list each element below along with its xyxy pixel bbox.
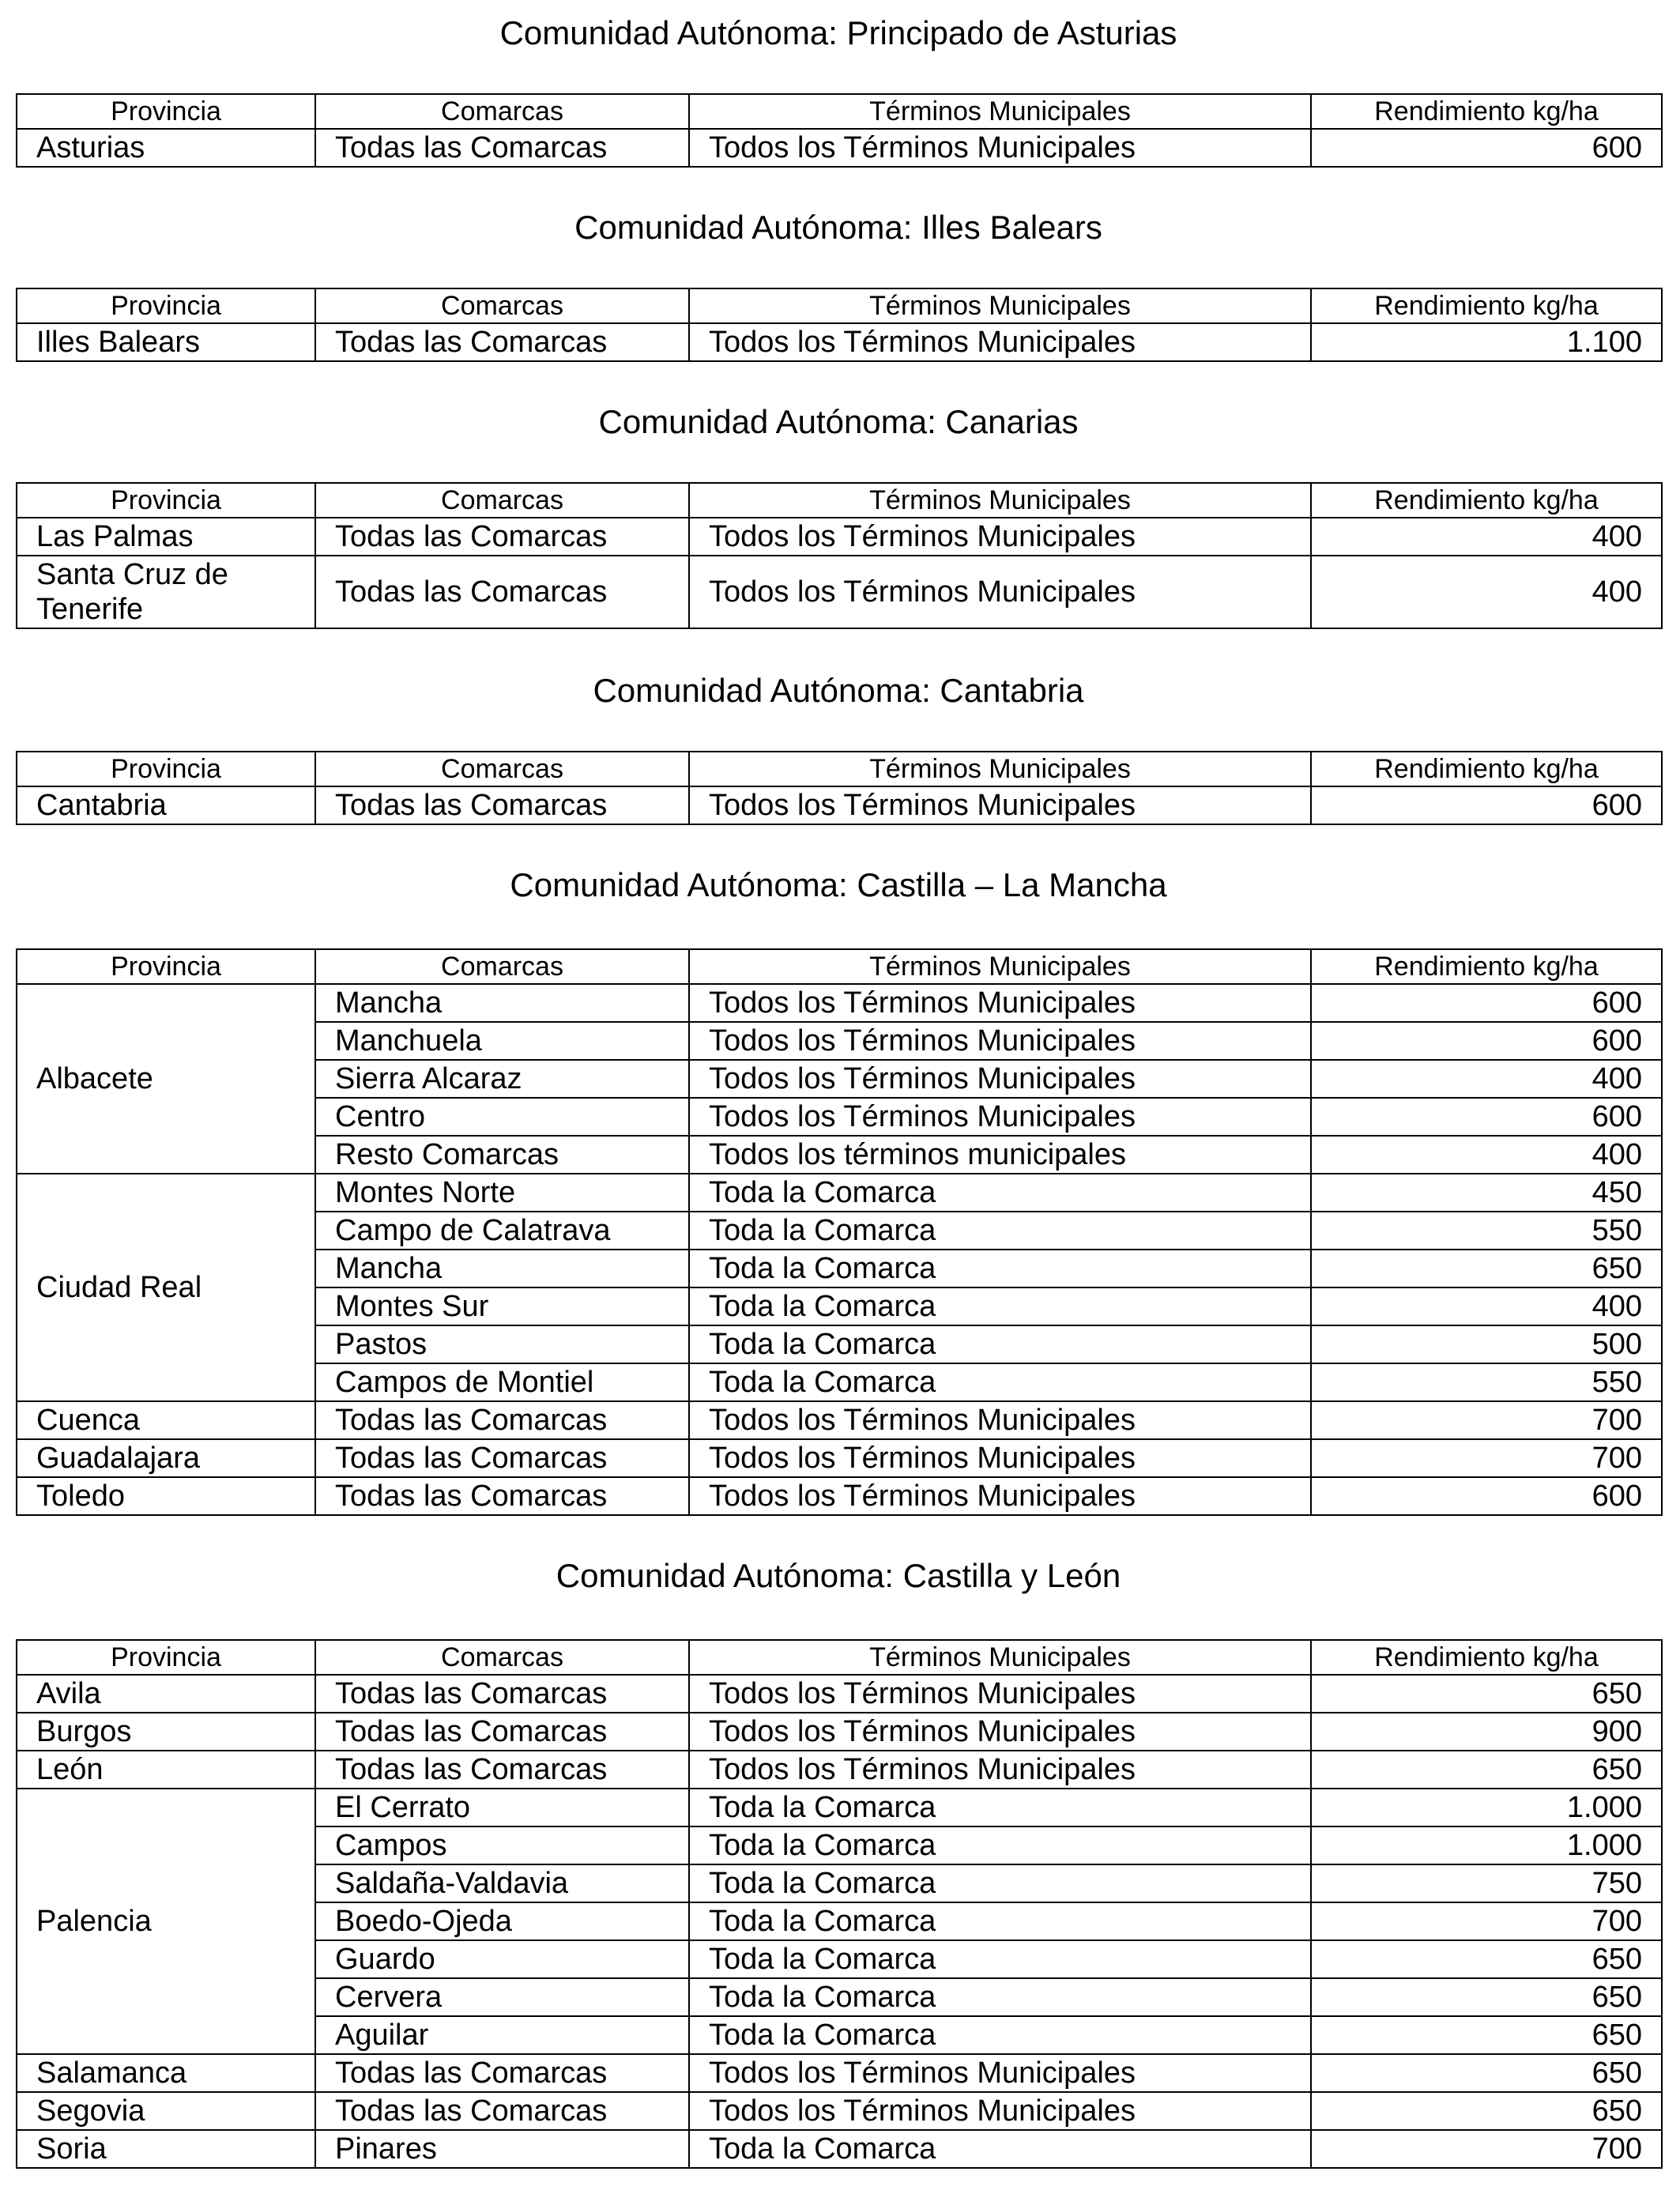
cell-rendimiento: 600 bbox=[1311, 129, 1662, 167]
cell-terminos: Toda la Comarca bbox=[689, 1287, 1311, 1325]
cell-rendimiento: 500 bbox=[1311, 1325, 1662, 1363]
cell-provincia: Ciudad Real bbox=[17, 1174, 315, 1401]
cell-rendimiento: 1.000 bbox=[1311, 1789, 1662, 1826]
cell-comarca: Montes Sur bbox=[315, 1287, 689, 1325]
header-comarcas: Comarcas bbox=[315, 949, 689, 984]
cell-rendimiento: 550 bbox=[1311, 1212, 1662, 1250]
cell-terminos: Todos los Términos Municipales bbox=[689, 1675, 1311, 1713]
header-rendimiento: Rendimiento kg/ha bbox=[1311, 288, 1662, 323]
header-terminos: Términos Municipales bbox=[689, 949, 1311, 984]
header-comarcas: Comarcas bbox=[315, 1640, 689, 1675]
cell-comarca: Aguilar bbox=[315, 2016, 689, 2054]
cell-comarca: Todas las Comarcas bbox=[315, 129, 689, 167]
cell-terminos: Todos los Términos Municipales bbox=[689, 1439, 1311, 1477]
cell-rendimiento: 600 bbox=[1311, 1098, 1662, 1136]
cell-terminos: Toda la Comarca bbox=[689, 1940, 1311, 1978]
header-rendimiento: Rendimiento kg/ha bbox=[1311, 483, 1662, 518]
table-row bbox=[17, 129, 1662, 167]
cell-provincia: Guadalajara bbox=[17, 1439, 315, 1477]
cell-comarca: Cervera bbox=[315, 1978, 689, 2016]
cell-comarca: Resto Comarcas bbox=[315, 1136, 689, 1174]
table-row bbox=[17, 1789, 1662, 1826]
yield-table bbox=[16, 1639, 1663, 2169]
cell-comarca: Todas las Comarcas bbox=[315, 1713, 689, 1751]
cell-rendimiento: 650 bbox=[1311, 1940, 1662, 1978]
cell-provincia: León bbox=[17, 1751, 315, 1789]
cell-provincia: Santa Cruz de Tenerife bbox=[17, 556, 315, 628]
cell-rendimiento: 600 bbox=[1311, 984, 1662, 1022]
cell-comarca: Pinares bbox=[315, 2130, 689, 2168]
cell-terminos: Todos los Términos Municipales bbox=[689, 1060, 1311, 1098]
table-row bbox=[17, 1477, 1662, 1515]
table-row bbox=[17, 1174, 1662, 1212]
cell-rendimiento: 700 bbox=[1311, 1401, 1662, 1439]
cell-terminos: Toda la Comarca bbox=[689, 1789, 1311, 1826]
cell-comarca: Campo de Calatrava bbox=[315, 1212, 689, 1250]
section-title: Comunidad Autónoma: Illes Balears bbox=[574, 209, 1102, 246]
table-row bbox=[17, 984, 1662, 1022]
cell-comarca: Todas las Comarcas bbox=[315, 518, 689, 556]
cell-rendimiento: 450 bbox=[1311, 1174, 1662, 1212]
cell-provincia: Cantabria bbox=[17, 786, 315, 824]
cell-provincia: Illes Balears bbox=[17, 323, 315, 361]
table-row bbox=[17, 1401, 1662, 1439]
cell-terminos: Todos los Términos Municipales bbox=[689, 1751, 1311, 1789]
cell-comarca: Todas las Comarcas bbox=[315, 556, 689, 628]
cell-terminos: Toda la Comarca bbox=[689, 2130, 1311, 2168]
table-row bbox=[17, 518, 1662, 556]
cell-comarca: Centro bbox=[315, 1098, 689, 1136]
cell-rendimiento: 600 bbox=[1311, 1477, 1662, 1515]
cell-provincia: Segovia bbox=[17, 2092, 315, 2130]
section-title: Comunidad Autónoma: Castilla – La Mancha bbox=[510, 866, 1167, 903]
cell-comarca: Pastos bbox=[315, 1325, 689, 1363]
cell-rendimiento: 600 bbox=[1311, 1022, 1662, 1060]
cell-terminos: Todos los Términos Municipales bbox=[689, 1713, 1311, 1751]
table-row bbox=[17, 556, 1662, 628]
cell-rendimiento: 700 bbox=[1311, 1902, 1662, 1940]
cell-rendimiento: 400 bbox=[1311, 1136, 1662, 1174]
cell-terminos: Toda la Comarca bbox=[689, 1902, 1311, 1940]
header-rendimiento: Rendimiento kg/ha bbox=[1311, 752, 1662, 786]
cell-rendimiento: 400 bbox=[1311, 556, 1662, 628]
cell-terminos: Todos los Términos Municipales bbox=[689, 984, 1311, 1022]
cell-comarca: Todas las Comarcas bbox=[315, 1401, 689, 1439]
section-title: Comunidad Autónoma: Principado de Asturias bbox=[499, 14, 1177, 51]
cell-comarca: Campos bbox=[315, 1826, 689, 1864]
header-comarcas: Comarcas bbox=[315, 94, 689, 129]
cell-terminos: Toda la Comarca bbox=[689, 1978, 1311, 2016]
table-header-row bbox=[17, 94, 1662, 129]
cell-terminos: Toda la Comarca bbox=[689, 1212, 1311, 1250]
table-row bbox=[17, 1675, 1662, 1713]
header-comarcas: Comarcas bbox=[315, 752, 689, 786]
table-row bbox=[17, 1713, 1662, 1751]
cell-provincia: Palencia bbox=[17, 1789, 315, 2054]
cell-terminos: Toda la Comarca bbox=[689, 1174, 1311, 1212]
table-row bbox=[17, 2130, 1662, 2168]
header-rendimiento: Rendimiento kg/ha bbox=[1311, 949, 1662, 984]
cell-provincia: Cuenca bbox=[17, 1401, 315, 1439]
cell-terminos: Todos los Términos Municipales bbox=[689, 786, 1311, 824]
cell-rendimiento: 400 bbox=[1311, 518, 1662, 556]
cell-terminos: Todos los términos municipales bbox=[689, 1136, 1311, 1174]
yield-table bbox=[16, 948, 1663, 1516]
cell-terminos: Todos los Términos Municipales bbox=[689, 129, 1311, 167]
cell-provincia: Las Palmas bbox=[17, 518, 315, 556]
section-title: Comunidad Autónoma: Castilla y León bbox=[556, 1557, 1121, 1594]
cell-comarca: Montes Norte bbox=[315, 1174, 689, 1212]
cell-provincia: Asturias bbox=[17, 129, 315, 167]
cell-provincia: Soria bbox=[17, 2130, 315, 2168]
cell-terminos: Todos los Términos Municipales bbox=[689, 323, 1311, 361]
table-row bbox=[17, 1439, 1662, 1477]
cell-comarca: Campos de Montiel bbox=[315, 1363, 689, 1401]
table-row bbox=[17, 2092, 1662, 2130]
table-header-row bbox=[17, 483, 1662, 518]
cell-terminos: Todos los Términos Municipales bbox=[689, 518, 1311, 556]
yield-table bbox=[16, 751, 1663, 825]
header-rendimiento: Rendimiento kg/ha bbox=[1311, 1640, 1662, 1675]
header-terminos: Términos Municipales bbox=[689, 483, 1311, 518]
cell-rendimiento: 1.000 bbox=[1311, 1826, 1662, 1864]
header-provincia: Provincia bbox=[17, 288, 315, 323]
cell-terminos: Todos los Términos Municipales bbox=[689, 2092, 1311, 2130]
cell-rendimiento: 1.100 bbox=[1311, 323, 1662, 361]
table-header-row bbox=[17, 1640, 1662, 1675]
yield-table bbox=[16, 93, 1663, 168]
cell-comarca: Todas las Comarcas bbox=[315, 786, 689, 824]
cell-rendimiento: 650 bbox=[1311, 1751, 1662, 1789]
table-row bbox=[17, 323, 1662, 361]
cell-comarca: Sierra Alcaraz bbox=[315, 1060, 689, 1098]
cell-rendimiento: 550 bbox=[1311, 1363, 1662, 1401]
cell-rendimiento: 400 bbox=[1311, 1060, 1662, 1098]
cell-provincia: Albacete bbox=[17, 984, 315, 1174]
table-header-row bbox=[17, 288, 1662, 323]
cell-comarca: Todas las Comarcas bbox=[315, 1439, 689, 1477]
header-provincia: Provincia bbox=[17, 94, 315, 129]
header-terminos: Términos Municipales bbox=[689, 752, 1311, 786]
header-provincia: Provincia bbox=[17, 1640, 315, 1675]
header-provincia: Provincia bbox=[17, 752, 315, 786]
cell-terminos: Todos los Términos Municipales bbox=[689, 1401, 1311, 1439]
cell-rendimiento: 400 bbox=[1311, 1287, 1662, 1325]
cell-comarca: Boedo-Ojeda bbox=[315, 1902, 689, 1940]
cell-rendimiento: 900 bbox=[1311, 1713, 1662, 1751]
table-row bbox=[17, 1751, 1662, 1789]
cell-comarca: El Cerrato bbox=[315, 1789, 689, 1826]
cell-provincia: Salamanca bbox=[17, 2054, 315, 2092]
table-header-row bbox=[17, 949, 1662, 984]
cell-comarca: Todas las Comarcas bbox=[315, 1751, 689, 1789]
cell-rendimiento: 700 bbox=[1311, 1439, 1662, 1477]
section-title: Comunidad Autónoma: Cantabria bbox=[593, 672, 1084, 709]
header-comarcas: Comarcas bbox=[315, 288, 689, 323]
header-comarcas: Comarcas bbox=[315, 483, 689, 518]
cell-terminos: Todos los Términos Municipales bbox=[689, 1098, 1311, 1136]
cell-provincia: Burgos bbox=[17, 1713, 315, 1751]
cell-rendimiento: 650 bbox=[1311, 1978, 1662, 2016]
header-provincia: Provincia bbox=[17, 483, 315, 518]
cell-comarca: Saldaña-Valdavia bbox=[315, 1864, 689, 1902]
header-terminos: Términos Municipales bbox=[689, 288, 1311, 323]
cell-terminos: Toda la Comarca bbox=[689, 1363, 1311, 1401]
cell-terminos: Todos los Términos Municipales bbox=[689, 2054, 1311, 2092]
cell-terminos: Toda la Comarca bbox=[689, 1325, 1311, 1363]
cell-comarca: Mancha bbox=[315, 984, 689, 1022]
header-terminos: Términos Municipales bbox=[689, 94, 1311, 129]
cell-rendimiento: 650 bbox=[1311, 1250, 1662, 1287]
section-title: Comunidad Autónoma: Canarias bbox=[598, 403, 1079, 440]
cell-comarca: Mancha bbox=[315, 1250, 689, 1287]
header-terminos: Términos Municipales bbox=[689, 1640, 1311, 1675]
cell-comarca: Todas las Comarcas bbox=[315, 2054, 689, 2092]
cell-terminos: Toda la Comarca bbox=[689, 2016, 1311, 2054]
cell-rendimiento: 700 bbox=[1311, 2130, 1662, 2168]
cell-rendimiento: 650 bbox=[1311, 2016, 1662, 2054]
cell-rendimiento: 750 bbox=[1311, 1864, 1662, 1902]
cell-terminos: Todos los Términos Municipales bbox=[689, 1477, 1311, 1515]
cell-provincia: Toledo bbox=[17, 1477, 315, 1515]
yield-table bbox=[16, 288, 1663, 362]
table-row bbox=[17, 2054, 1662, 2092]
cell-comarca: Todas las Comarcas bbox=[315, 2092, 689, 2130]
table-row bbox=[17, 786, 1662, 824]
cell-comarca: Todas las Comarcas bbox=[315, 323, 689, 361]
cell-comarca: Todas las Comarcas bbox=[315, 1675, 689, 1713]
cell-terminos: Toda la Comarca bbox=[689, 1826, 1311, 1864]
cell-terminos: Todos los Términos Municipales bbox=[689, 556, 1311, 628]
header-rendimiento: Rendimiento kg/ha bbox=[1311, 94, 1662, 129]
cell-comarca: Todas las Comarcas bbox=[315, 1477, 689, 1515]
cell-rendimiento: 650 bbox=[1311, 2054, 1662, 2092]
cell-rendimiento: 600 bbox=[1311, 786, 1662, 824]
cell-terminos: Todos los Términos Municipales bbox=[689, 1022, 1311, 1060]
table-header-row bbox=[17, 752, 1662, 786]
cell-terminos: Toda la Comarca bbox=[689, 1250, 1311, 1287]
cell-rendimiento: 650 bbox=[1311, 2092, 1662, 2130]
header-provincia: Provincia bbox=[17, 949, 315, 984]
cell-rendimiento: 650 bbox=[1311, 1675, 1662, 1713]
cell-comarca: Manchuela bbox=[315, 1022, 689, 1060]
cell-comarca: Guardo bbox=[315, 1940, 689, 1978]
yield-table bbox=[16, 482, 1663, 629]
cell-terminos: Toda la Comarca bbox=[689, 1864, 1311, 1902]
cell-provincia: Avila bbox=[17, 1675, 315, 1713]
